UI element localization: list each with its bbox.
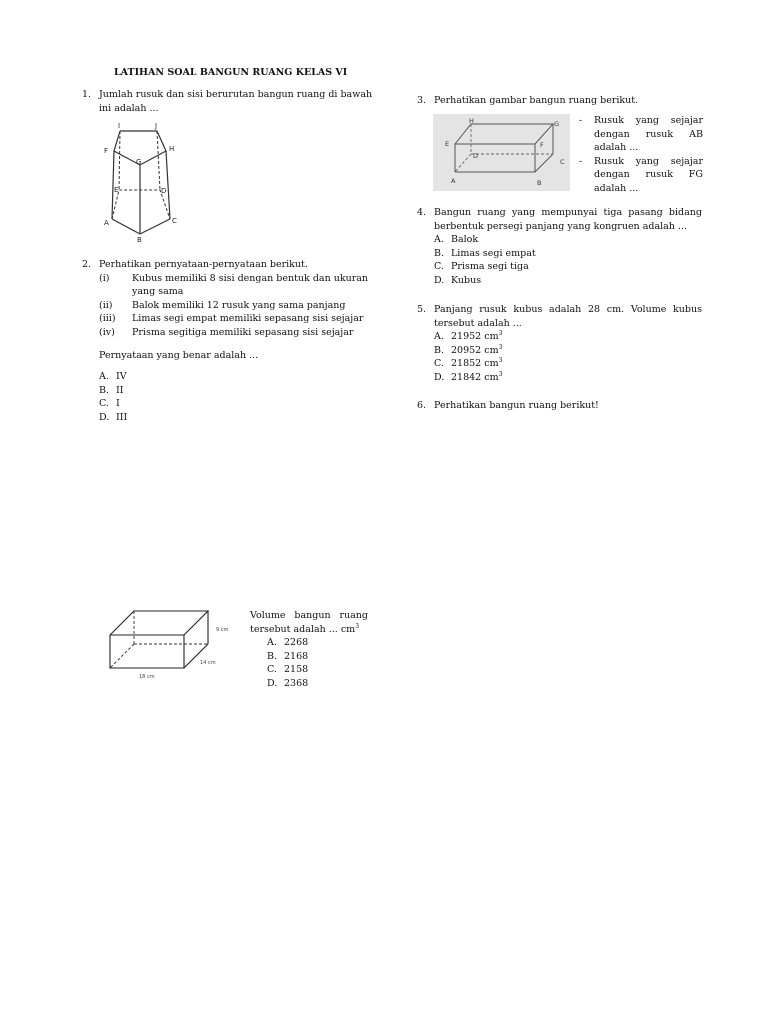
option-letter: B.: [434, 344, 445, 356]
vertex-label-h: H: [169, 145, 175, 153]
question-6-options: [250, 636, 368, 690]
unit-exponent: 3: [498, 370, 503, 378]
option-letter: C.: [267, 664, 277, 675]
question-2-intro: Perhatikan pernyataan-pernyataan berikut.: [99, 259, 308, 270]
cuboid-photo: [433, 114, 570, 191]
bullet-item: [579, 155, 703, 196]
question-3-text: Perhatikan gambar bangun ruang berikut.: [434, 95, 639, 106]
question-5-text-2: tersebut adalah ...: [434, 317, 522, 329]
question-6-answer-block: [250, 609, 368, 690]
question-2-number: 2.: [82, 259, 92, 270]
option-letter: C.: [434, 358, 444, 369]
question-4-text: Bangun ruang yang mempunyai tiga pasang bidang: [434, 207, 702, 218]
option-text: IV: [116, 371, 127, 382]
question-5-text: Panjang rusuk kubus adalah 28 cm. Volume kubus: [434, 304, 702, 315]
question-1: [82, 88, 372, 115]
bullet-line: adalah ...: [594, 182, 639, 194]
option-text: I: [116, 398, 120, 409]
statement-label: (iii): [99, 313, 116, 324]
worksheet-title: LATIHAN SOAL BANGUN RUANG KELAS VI: [114, 67, 348, 78]
option-letter: A.: [434, 234, 444, 245]
statement-label: (iv): [99, 326, 115, 338]
pentagonal-prism-figure: [100, 118, 190, 244]
bullet-line: dengan rusuk FG: [594, 169, 703, 180]
option-unit: cm: [484, 371, 499, 383]
option-unit: cm: [484, 344, 499, 356]
vertex-label-e: E: [445, 140, 450, 148]
vertex-label-g: G: [136, 158, 142, 166]
option-text: 2168: [284, 650, 309, 662]
option-text: 20952: [451, 344, 482, 356]
question-1-number: 1.: [82, 89, 92, 100]
option-letter: A.: [99, 371, 109, 382]
option-text: 2368: [284, 677, 309, 689]
question-6-text: Perhatikan bangun ruang berikut!: [434, 400, 599, 411]
statement-text: Balok memiliki 12 rusuk yang sama panjang: [132, 299, 346, 311]
option-text: 21952: [451, 331, 482, 342]
statement-text: Limas segi empat memiliki sepasang sisi sejajar: [132, 313, 364, 324]
question-2: [82, 258, 368, 339]
question-6-number: 6.: [417, 400, 427, 411]
question-2-options: [99, 370, 127, 424]
bullet-line: Rusuk yang sejajar: [594, 155, 703, 167]
question-3: [417, 94, 638, 108]
bullet-line: dengan rusuk AB: [594, 128, 703, 140]
question-5-number: 5.: [417, 304, 427, 315]
vertex-label-d: D: [161, 187, 167, 195]
question-5: [417, 303, 702, 384]
option-letter: D.: [267, 677, 278, 689]
question-3-bullets: [579, 114, 703, 195]
option-text: Prisma segi tiga: [451, 261, 529, 272]
option-unit: cm: [484, 358, 499, 369]
vertex-label-b: B: [137, 236, 142, 244]
vertex-label-g: G: [554, 120, 560, 128]
vertex-label-c: C: [172, 217, 177, 225]
option-text: 2268: [284, 637, 309, 648]
question-5-options: [417, 330, 702, 384]
bullet-dash: -: [579, 115, 583, 126]
vertex-label-f: F: [540, 141, 544, 149]
vertex-label-i: I: [118, 122, 121, 130]
cuboid-dimension-figure: [104, 604, 244, 684]
question-2-prompt: Pernyataan yang benar adalah ...: [99, 350, 259, 361]
question-6: [417, 399, 599, 413]
unit-exponent: 3: [498, 329, 503, 337]
option-unit: cm: [484, 331, 499, 342]
cuboid-figure: [433, 114, 570, 191]
statement-label: (ii): [99, 299, 113, 311]
question-1-text: Jumlah rusuk dan sisi berurutan bangun ruang di bawah: [99, 89, 373, 100]
statement-text: Kubus memiliki 8 sisi dengan bentuk dan ukuran: [132, 272, 369, 284]
vertex-label-b: B: [537, 179, 542, 187]
statement-label: (i): [99, 272, 110, 284]
question-3-number: 3.: [417, 95, 427, 106]
height-label: 9 cm: [216, 627, 229, 633]
bullet-item: [579, 114, 703, 155]
vertex-label-d: D: [473, 152, 479, 160]
option-text: Limas segi empat: [451, 247, 536, 259]
option-letter: B.: [267, 650, 278, 662]
length-label: 18 cm: [139, 674, 155, 680]
question-4-options: [417, 233, 702, 287]
option-letter: D.: [434, 274, 445, 286]
option-letter: C.: [434, 261, 444, 272]
option-text: Balok: [451, 234, 479, 245]
option-letter: A.: [434, 331, 444, 342]
vertex-label-f: F: [104, 147, 109, 155]
option-letter: C.: [99, 398, 109, 409]
question-1-text-2: ini adalah ...: [99, 102, 159, 114]
question-4: [417, 206, 702, 287]
question-4-number: 4.: [417, 207, 427, 218]
option-letter: B.: [434, 247, 445, 259]
bullet-dash: -: [579, 155, 583, 167]
option-letter: B.: [99, 384, 110, 396]
option-letter: D.: [99, 411, 110, 423]
option-text: III: [116, 411, 128, 423]
unit-exponent: 3: [355, 622, 360, 630]
statement-text: Prisma segitiga memiliki sepasang sisi sejajar: [132, 326, 354, 338]
vertex-label-a: A: [104, 219, 109, 227]
question-6-line: Volume bangun ruang: [250, 610, 368, 621]
vertex-label-h: H: [469, 117, 474, 125]
vertex-label-a: A: [451, 177, 456, 185]
option-text: II: [116, 384, 124, 396]
statement-text-continued: yang sama: [132, 286, 184, 297]
option-letter: A.: [267, 637, 277, 648]
width-label: 14 cm: [200, 660, 216, 666]
option-text: 2158: [284, 664, 309, 675]
vertex-label-e: E: [114, 186, 119, 194]
question-4-text-2: berbentuk persegi panjang yang kongruen adalah ...: [434, 220, 688, 232]
vertex-label-c: C: [560, 158, 565, 166]
vertex-label-j: J: [155, 122, 158, 130]
unit-exponent: 3: [498, 356, 503, 364]
question-6-line-2: tersebut adalah ... cm: [250, 623, 356, 635]
option-text: 21842: [451, 371, 482, 383]
unit-exponent: 3: [498, 343, 503, 351]
bullet-line: adalah ...: [594, 142, 639, 153]
bullet-line: Rusuk yang sejajar: [594, 115, 703, 126]
option-letter: D.: [434, 371, 445, 383]
option-text: Kubus: [451, 274, 482, 286]
option-text: 21852: [451, 358, 482, 369]
